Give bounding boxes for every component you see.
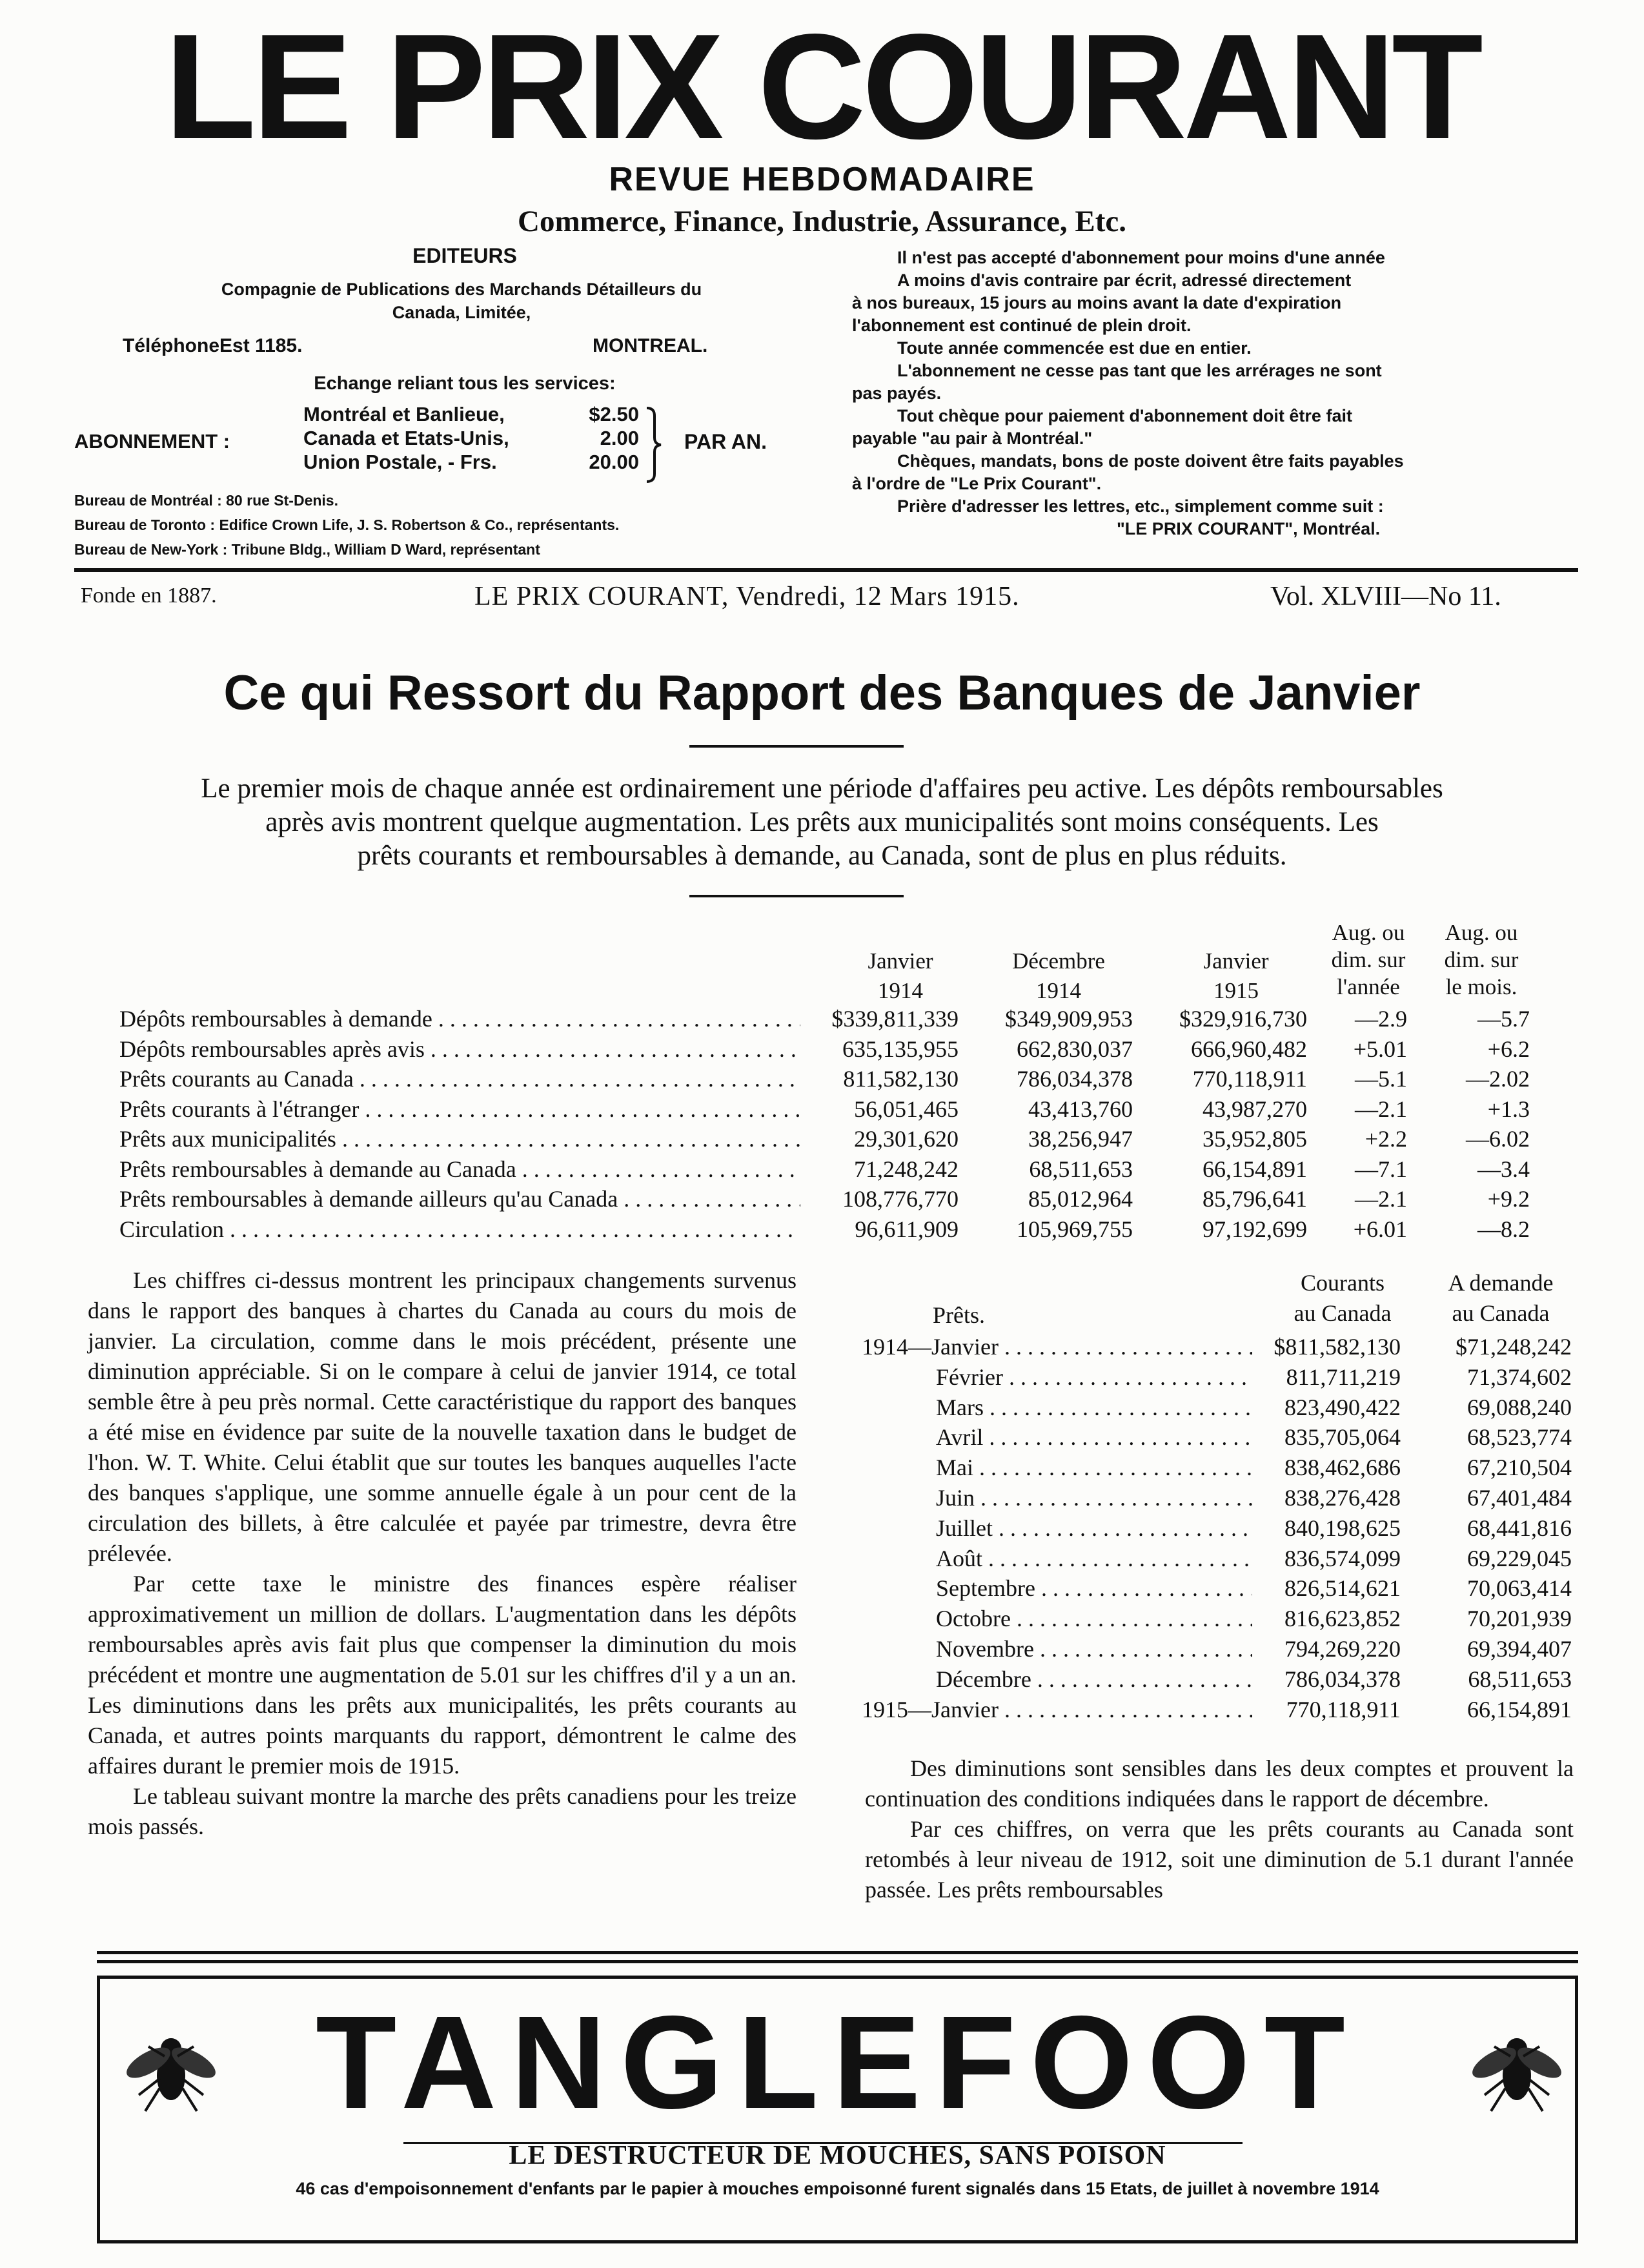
editors-label: EDITEURS bbox=[412, 244, 517, 267]
table-row bbox=[0, 1664, 1644, 1694]
table-row bbox=[0, 1422, 1644, 1452]
cell-m: —2.02 bbox=[1466, 1066, 1530, 1092]
fly-icon bbox=[119, 2018, 223, 2121]
cell-y: +2.2 bbox=[1365, 1126, 1407, 1152]
rate-label: Canada et Etats-Unis, bbox=[303, 427, 509, 449]
table-row bbox=[0, 1034, 1644, 1064]
table-row bbox=[0, 1362, 1644, 1392]
cell-m: —5.7 bbox=[1477, 1006, 1530, 1032]
cell-b: 70,063,414 bbox=[1467, 1575, 1572, 1602]
table-row bbox=[0, 1513, 1644, 1543]
cell-a: 835,705,064 bbox=[1284, 1424, 1401, 1451]
topics: Commerce, Finance, Industrie, Assurance, Etc. bbox=[518, 205, 1126, 238]
notice: à nos bureaux, 15 jours au moins avant la date d'expiration bbox=[852, 293, 1342, 312]
publisher-line1: Compagnie de Publications des Marchands Détailleurs du bbox=[221, 280, 702, 299]
subtitle: REVUE HEBDOMADAIRE bbox=[609, 161, 1035, 198]
ad-rule-bottom bbox=[97, 1960, 1578, 1963]
cell-v3: 770,118,911 bbox=[1192, 1066, 1307, 1092]
col-header-jan1915: Janvier 1915 bbox=[1203, 948, 1269, 1003]
cell-v1: $339,811,339 bbox=[831, 1006, 959, 1032]
notice: l'abonnement est continué de plein droit. bbox=[852, 316, 1192, 335]
cell-v2: 43,413,760 bbox=[1028, 1096, 1133, 1122]
office-toronto: Bureau de Toronto : Edifice Crown Life, J. S. Robertson & Co., représentants. bbox=[74, 516, 620, 533]
cell-y: —2.9 bbox=[1355, 1006, 1407, 1032]
month-label: 1915—Janvier . . . bbox=[862, 1695, 1252, 1724]
masthead-title: LE PRIX COURANT bbox=[165, 3, 1479, 170]
cell-m: +1.3 bbox=[1487, 1096, 1530, 1122]
month-label: Mars . . . bbox=[936, 1393, 1252, 1422]
notice: Tout chèque pour paiement d'abonnement doit être fait bbox=[897, 406, 1352, 425]
cell-b: 66,154,891 bbox=[1467, 1696, 1572, 1722]
cell-v3: 666,960,482 bbox=[1191, 1036, 1307, 1062]
cell-y: +5.01 bbox=[1353, 1036, 1407, 1062]
rate-label: Union Postale, - Frs. bbox=[303, 451, 497, 473]
cell-v1: 96,611,909 bbox=[855, 1216, 959, 1242]
ad-tagline: LE DESTRUCTEUR DE MOUCHES, SANS POISON bbox=[509, 2141, 1166, 2171]
row-label: Prêts courants à l'étranger . . . bbox=[119, 1094, 800, 1124]
cell-y: +6.01 bbox=[1353, 1216, 1407, 1242]
cell-y: —7.1 bbox=[1355, 1156, 1407, 1182]
fly-icon bbox=[1465, 2018, 1568, 2121]
cell-b: 69,394,407 bbox=[1467, 1636, 1572, 1662]
notice: pas payés. bbox=[852, 383, 942, 403]
lead-line: Le premier mois de chaque année est ordinairement une période d'affaires peu active. Les dépôts remboursables bbox=[201, 773, 1443, 804]
loans-label: Prêts. bbox=[933, 1302, 985, 1328]
ad-rule-top bbox=[97, 1951, 1578, 1954]
cell-v3: 66,154,891 bbox=[1203, 1156, 1307, 1182]
cell-m: —3.4 bbox=[1477, 1156, 1530, 1182]
rate-price: 20.00 bbox=[589, 451, 639, 473]
cell-v1: 635,135,955 bbox=[842, 1036, 959, 1062]
headline-rule bbox=[689, 745, 904, 748]
cell-v3: 97,192,699 bbox=[1203, 1216, 1307, 1242]
rate-price: 2.00 bbox=[600, 427, 639, 449]
cell-v2: 786,034,378 bbox=[1017, 1066, 1133, 1092]
table-row bbox=[0, 1393, 1644, 1422]
cell-b: 70,201,939 bbox=[1467, 1606, 1572, 1632]
month-label: Octobre . . . bbox=[936, 1604, 1252, 1633]
paragraph: Les chiffres ci-dessus montrent les principaux changements survenus dans le rapport des banques à chartes du Canada au cours du mois de janvier. La circulation, comme dans le mois précédent, présente une diminution appréciable. Si on le compare à celui de janvier 1914, ce total semble être à peu près normal. Cette caractéristique du rapport des banques a été mise en évidence par suite de la nouvelle taxation dans le budget de l'hon. W. T. White. Celui établit que sur toutes les banques auquelles l'acte des banques s'applique, une somme annuelle égale à un pour cent de la circulation des billets, à être calculée et payée par trimestre, devra être prélevée. bbox=[88, 1267, 797, 1566]
right-column-text bbox=[865, 1753, 1574, 1905]
ad-note: 46 cas d'empoisonnement d'enfants par le papier à mouches empoisonné furent signalés dans 15 Etats, de juillet à novembre 1914 bbox=[296, 2179, 1379, 2198]
lead-rule bbox=[689, 895, 904, 897]
month-label: Février . . . bbox=[936, 1362, 1252, 1392]
subscription-label: ABONNEMENT : bbox=[74, 430, 230, 453]
notice: à l'ordre de "Le Prix Courant". bbox=[852, 474, 1102, 493]
table-row bbox=[0, 1004, 1644, 1034]
col-header-year: Aug. ou dim. sur l'année bbox=[1331, 920, 1406, 999]
cell-m: +9.2 bbox=[1487, 1186, 1530, 1212]
cell-v3: $329,916,730 bbox=[1179, 1006, 1307, 1032]
month-label: Juin . . . bbox=[936, 1483, 1252, 1513]
cell-v3: 35,952,805 bbox=[1203, 1126, 1307, 1152]
notice: "LE PRIX COURANT", Montréal. bbox=[1117, 519, 1381, 538]
row-label: Prêts aux municipalités . . . bbox=[119, 1124, 800, 1154]
header-rule bbox=[74, 568, 1578, 572]
paragraph: Le tableau suivant montre la marche des prêts canadiens pour les treize mois passés. bbox=[88, 1783, 797, 1839]
cell-v1: 29,301,620 bbox=[854, 1126, 959, 1152]
cell-v3: 85,796,641 bbox=[1203, 1186, 1307, 1212]
row-label: Prêts courants au Canada . . . bbox=[119, 1064, 800, 1094]
lead-line: prêts courants et remboursables à demande, au Canada, sont de plus en plus réduits. bbox=[357, 841, 1287, 871]
col-header-demande: A demande au Canada bbox=[1448, 1270, 1554, 1326]
cell-a: 840,198,625 bbox=[1284, 1515, 1401, 1541]
cell-y: —5.1 bbox=[1355, 1066, 1407, 1092]
cell-a: 838,276,428 bbox=[1284, 1485, 1401, 1511]
notice: L'abonnement ne cesse pas tant que les arrérages ne sont bbox=[897, 361, 1382, 380]
ad-brand: TANGLEFOOT bbox=[316, 1988, 1359, 2136]
cell-b: $71,248,242 bbox=[1456, 1334, 1572, 1360]
notice: Toute année commencée est due en entier. bbox=[897, 338, 1252, 358]
cell-m: +6.2 bbox=[1487, 1036, 1530, 1062]
col-header-dec1914: Décembre 1914 bbox=[1012, 948, 1105, 1003]
col-header-jan1914: Janvier 1914 bbox=[868, 948, 933, 1003]
cell-a: 786,034,378 bbox=[1284, 1666, 1401, 1692]
cell-m: —6.02 bbox=[1466, 1126, 1530, 1152]
telephone: TéléphoneEst 1185. bbox=[123, 335, 303, 356]
cell-a: $811,582,130 bbox=[1274, 1334, 1401, 1360]
cell-v2: $349,909,953 bbox=[1005, 1006, 1133, 1032]
table-row bbox=[0, 1184, 1644, 1214]
col-header-courants: Courants au Canada bbox=[1294, 1270, 1392, 1326]
month-label: Mai . . . bbox=[936, 1453, 1252, 1482]
cell-v2: 662,830,037 bbox=[1017, 1036, 1133, 1062]
table-row bbox=[0, 1695, 1644, 1724]
notice: Chèques, mandats, bons de poste doivent être faits payables bbox=[897, 451, 1404, 471]
rate-label: Montréal et Banlieue, bbox=[303, 403, 505, 425]
cell-a: 794,269,220 bbox=[1284, 1636, 1401, 1662]
cell-b: 69,229,045 bbox=[1467, 1545, 1572, 1571]
row-label: Prêts remboursables à demande au Canada . . . bbox=[119, 1154, 800, 1184]
cell-v1: 811,582,130 bbox=[843, 1066, 959, 1092]
notice: payable "au pair à Montréal." bbox=[852, 429, 1093, 448]
rate-price: $2.50 bbox=[589, 403, 639, 425]
cell-v1: 56,051,465 bbox=[854, 1096, 959, 1122]
cell-b: 68,441,816 bbox=[1467, 1515, 1572, 1541]
notice: Il n'est pas accepté d'abonnement pour moins d'une année bbox=[897, 248, 1385, 267]
table-row bbox=[0, 1453, 1644, 1482]
cell-a: 823,490,422 bbox=[1284, 1394, 1401, 1420]
lead-line: après avis montrent quelque augmentation. Les prêts aux municipalités sont moins conséquents. Les bbox=[265, 807, 1379, 837]
cell-b: 67,210,504 bbox=[1467, 1455, 1572, 1481]
cell-v2: 68,511,653 bbox=[1029, 1156, 1133, 1182]
cell-v2: 105,969,755 bbox=[1017, 1216, 1133, 1242]
cell-v3: 43,987,270 bbox=[1203, 1096, 1307, 1122]
cell-a: 811,711,219 bbox=[1286, 1364, 1401, 1390]
city: MONTREAL. bbox=[593, 335, 708, 356]
lead bbox=[65, 772, 1579, 873]
table-row bbox=[0, 1332, 1644, 1362]
table-row bbox=[0, 1214, 1644, 1244]
table-row bbox=[0, 1544, 1644, 1573]
cell-v1: 71,248,242 bbox=[854, 1156, 959, 1182]
row-label: Prêts remboursables à demande ailleurs qu'au Canada . . . bbox=[119, 1184, 800, 1214]
notices-block bbox=[852, 247, 1523, 540]
per-year: PAR AN. bbox=[684, 430, 767, 453]
table-row bbox=[0, 1064, 1644, 1094]
cell-y: —2.1 bbox=[1355, 1096, 1407, 1122]
office-montreal: Bureau de Montréal : 80 rue St-Denis. bbox=[74, 492, 338, 509]
table-row bbox=[0, 1483, 1644, 1513]
cell-v2: 38,256,947 bbox=[1028, 1126, 1133, 1152]
cell-b: 68,523,774 bbox=[1467, 1424, 1572, 1451]
cell-v2: 85,012,964 bbox=[1028, 1186, 1133, 1212]
cell-a: 816,623,852 bbox=[1284, 1606, 1401, 1632]
table-row bbox=[0, 1604, 1644, 1633]
month-label: Août . . . bbox=[936, 1544, 1252, 1573]
brace-icon bbox=[644, 407, 664, 483]
table-row bbox=[0, 1573, 1644, 1603]
cell-b: 68,511,653 bbox=[1468, 1666, 1572, 1692]
cell-a: 826,514,621 bbox=[1284, 1575, 1401, 1602]
row-label: Dépôts remboursables après avis . . . bbox=[119, 1034, 800, 1064]
row-label: Circulation . . . bbox=[119, 1214, 800, 1244]
cell-a: 836,574,099 bbox=[1284, 1545, 1401, 1571]
table-row bbox=[0, 1124, 1644, 1154]
cell-a: 838,462,686 bbox=[1284, 1455, 1401, 1481]
founded: Fonde en 1887. bbox=[81, 584, 217, 608]
volume: Vol. XLVIII—No 11. bbox=[1270, 582, 1501, 611]
cell-y: —2.1 bbox=[1355, 1186, 1407, 1212]
row-label: Dépôts remboursables à demande . . . bbox=[119, 1004, 800, 1034]
headline: Ce qui Ressort du Rapport des Banques de Janvier bbox=[223, 666, 1421, 720]
paragraph: Par cette taxe le ministre des finances espère réaliser approximativement un million de dollars. L'augmentation dans les dépôts remboursables après avis fait plus que compenser la diminution du mois précédent et montre une augmentation de 5.01 sur les chiffres d'il y a un an. Les diminutions dans les prêts aux municipalités, les prêts courants au Canada, et autres points marquants du rapport, démontrent le calme des affaires durant le premier mois de 1915. bbox=[88, 1571, 797, 1779]
table-row bbox=[0, 1154, 1644, 1184]
table-row bbox=[0, 1634, 1644, 1664]
cell-b: 67,401,484 bbox=[1467, 1485, 1572, 1511]
paragraph: Par ces chiffres, on verra que les prêts courants au Canada sont retombés à leur niveau de 1912, soit une diminution de 5.1 durant l'année passée. Les prêts remboursables bbox=[865, 1816, 1574, 1903]
month-label: Septembre . . . bbox=[936, 1573, 1252, 1603]
month-label: 1914—Janvier . . . bbox=[862, 1332, 1252, 1362]
publisher-line2: Canada, Limitée, bbox=[392, 303, 531, 322]
paragraph: Des diminutions sont sensibles dans les deux comptes et prouvent la continuation des conditions indiquées dans le rapport de décembre. bbox=[865, 1755, 1574, 1812]
col-header-month: Aug. ou dim. sur le mois. bbox=[1444, 920, 1519, 999]
cell-m: —8.2 bbox=[1477, 1216, 1530, 1242]
month-label: Juillet . . . bbox=[936, 1513, 1252, 1543]
month-label: Avril . . . bbox=[936, 1422, 1252, 1452]
cell-v1: 108,776,770 bbox=[842, 1186, 959, 1212]
cell-b: 69,088,240 bbox=[1467, 1394, 1572, 1420]
cell-b: 71,374,602 bbox=[1467, 1364, 1572, 1390]
issue-line: LE PRIX COURANT, Vendredi, 12 Mars 1915. bbox=[474, 582, 1020, 611]
cell-a: 770,118,911 bbox=[1286, 1696, 1401, 1722]
exchange-line: Echange reliant tous les services: bbox=[314, 373, 616, 394]
notice: A moins d'avis contraire par écrit, adressé directement bbox=[897, 271, 1352, 290]
month-label: Novembre . . . bbox=[936, 1634, 1252, 1664]
notice: Prière d'adresser les lettres, etc., simplement comme suit : bbox=[897, 496, 1384, 516]
rates-block bbox=[303, 403, 645, 475]
office-newyork: Bureau de New-York : Tribune Bldg., William D Ward, représentant bbox=[74, 541, 540, 558]
table-row bbox=[0, 1094, 1644, 1124]
month-label: Décembre . . . bbox=[936, 1664, 1252, 1694]
